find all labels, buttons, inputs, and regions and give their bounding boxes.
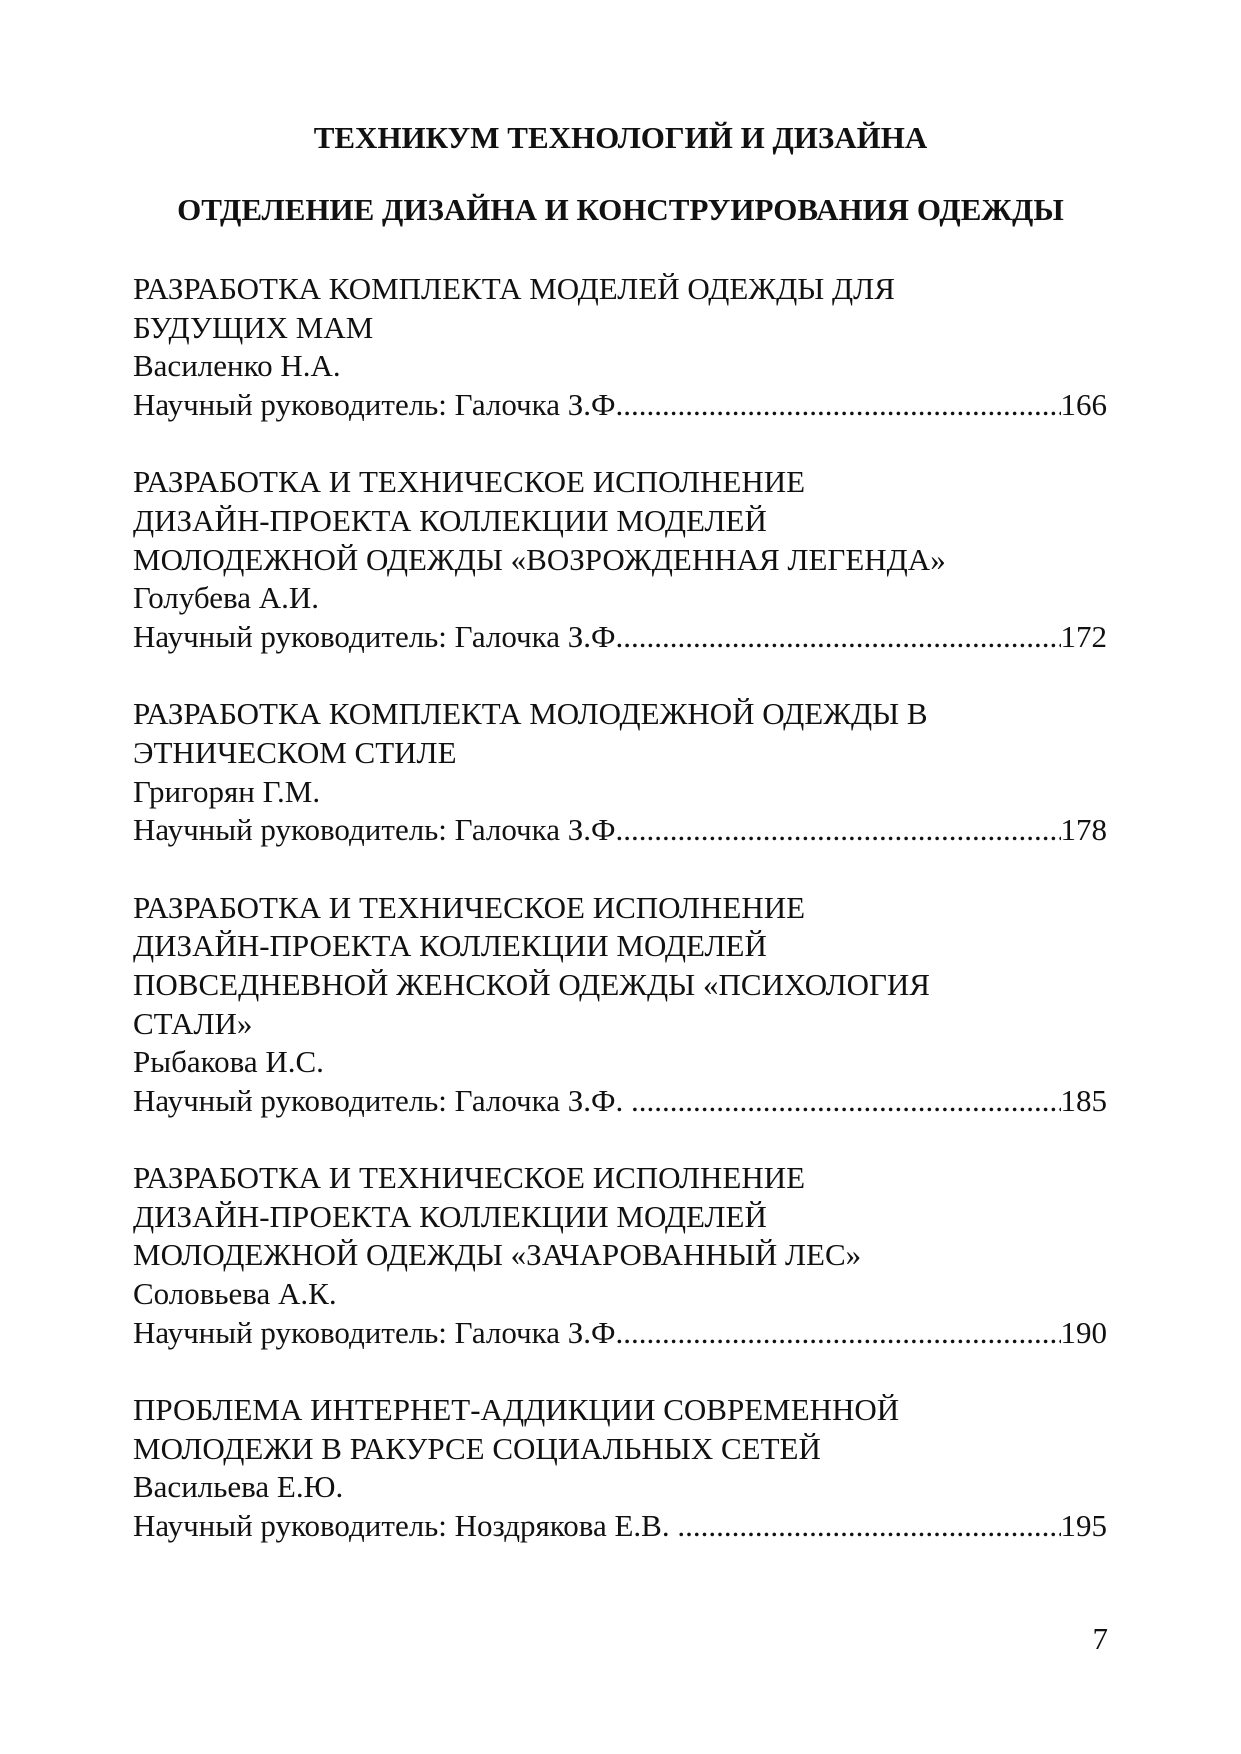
entry-title-line: РАЗРАБОТКА И ТЕХНИЧЕСКОЕ ИСПОЛНЕНИЕ [133, 464, 806, 500]
entry-title-line: РАЗРАБОТКА И ТЕХНИЧЕСКОЕ ИСПОЛНЕНИЕ [133, 1160, 806, 1196]
entry-title-line: РАЗРАБОТКА КОМПЛЕКТА МОДЕЛЕЙ ОДЕЖДЫ ДЛЯ [133, 271, 895, 306]
entry-supervisor: Научный руководитель: Галочка З.Ф. [133, 1314, 624, 1350]
department-heading: ОТДЕЛЕНИЕ ДИЗАЙНА И КОНСТРУИРОВАНИЯ ОДЕЖДЫ [177, 192, 1064, 227]
entry-supervisor: Научный руководитель: Ноздрякова Е.В. [133, 1508, 678, 1544]
dot-leader [623, 386, 1060, 425]
entry-title-line: ЭТНИЧЕСКОМ СТИЛЕ [133, 734, 457, 770]
contents-entry [133, 1391, 1107, 1545]
entry-title-line: ПРОБЛЕМА ИНТЕРНЕТ-АДДИКЦИИ СОВРЕМЕННОЙ [133, 1392, 900, 1428]
entry-title-line: МОЛОДЕЖИ В РАКУРСЕ СОЦИАЛЬНЫХ СЕТЕЙ [133, 1430, 821, 1466]
entry-supervisor: Научный руководитель: Галочка З.Ф. [133, 1082, 631, 1118]
entry-supervisor-line [133, 811, 1107, 850]
entry-title-line: МОЛОДЕЖНОЙ ОДЕЖДЫ «ЗАЧАРОВАННЫЙ ЛЕС» [133, 1237, 862, 1273]
entry-supervisor-line [133, 1314, 1107, 1353]
dot-leader [623, 618, 1060, 657]
entry-title-line: ДИЗАЙН-ПРОЕКТА КОЛЛЕКЦИИ МОДЕЛЕЙ [133, 1198, 767, 1234]
entry-page-number: 195 [1060, 1508, 1107, 1544]
entry-title-line: ДИЗАЙН-ПРОЕКТА КОЛЛЕКЦИИ МОДЕЛЕЙ [133, 502, 767, 538]
entry-title-line: РАЗРАБОТКА И ТЕХНИЧЕСКОЕ ИСПОЛНЕНИЕ [133, 889, 806, 925]
entry-author: Соловьева А.К. [133, 1276, 337, 1312]
entry-supervisor-line [133, 618, 1107, 657]
entry-page-number: 185 [1060, 1082, 1107, 1118]
entry-title-line: БУДУЩИХ МАМ [133, 309, 374, 345]
entry-author: Рыбакова И.С. [133, 1044, 324, 1080]
entry-page-number: 172 [1060, 618, 1107, 654]
entry-author: Григорян Г.М. [133, 773, 321, 809]
dot-leader [631, 1082, 1061, 1121]
entry-page-number: 190 [1060, 1314, 1107, 1350]
entry-page-number: 166 [1060, 386, 1107, 422]
contents-entry [133, 1159, 1107, 1352]
entry-supervisor: Научный руководитель: Галочка З.Ф. [133, 812, 624, 848]
entry-author: Васильева Е.Ю. [133, 1469, 344, 1505]
entry-supervisor: Научный руководитель: Галочка З.Ф. [133, 618, 624, 654]
dot-leader [623, 1314, 1060, 1353]
page-number: 7 [1092, 1621, 1108, 1656]
entry-title-line: ПОВСЕДНЕВНОЙ ЖЕНСКОЙ ОДЕЖДЫ «ПСИХОЛОГИЯ [133, 966, 930, 1002]
entry-title-line: ДИЗАЙН-ПРОЕКТА КОЛЛЕКЦИИ МОДЕЛЕЙ [133, 928, 767, 964]
contents-entry [133, 270, 1107, 424]
contents-entry [133, 695, 1107, 849]
contents-list [133, 270, 1107, 1546]
entry-supervisor-line [133, 1507, 1107, 1546]
entry-page-number: 178 [1060, 812, 1107, 848]
entry-supervisor-line [133, 386, 1107, 425]
entry-supervisor-line [133, 1082, 1107, 1121]
entry-author: Голубева А.И. [133, 580, 319, 616]
institution-heading: ТЕХНИКУМ ТЕХНОЛОГИЙ И ДИЗАЙНА [313, 120, 928, 155]
entry-title-line: РАЗРАБОТКА КОМПЛЕКТА МОЛОДЕЖНОЙ ОДЕЖДЫ В [133, 696, 928, 732]
contents-entry [133, 463, 1107, 656]
entry-supervisor: Научный руководитель: Галочка З.Ф. [133, 386, 624, 422]
contents-entry [133, 889, 1107, 1121]
entry-author: Василенко Н.А. [133, 348, 341, 384]
entry-title-line: МОЛОДЕЖНОЙ ОДЕЖДЫ «ВОЗРОЖДЕННАЯ ЛЕГЕНДА» [133, 541, 946, 577]
dot-leader [677, 1507, 1060, 1546]
dot-leader [623, 811, 1060, 850]
entry-title-line: СТАЛИ» [133, 1005, 253, 1041]
